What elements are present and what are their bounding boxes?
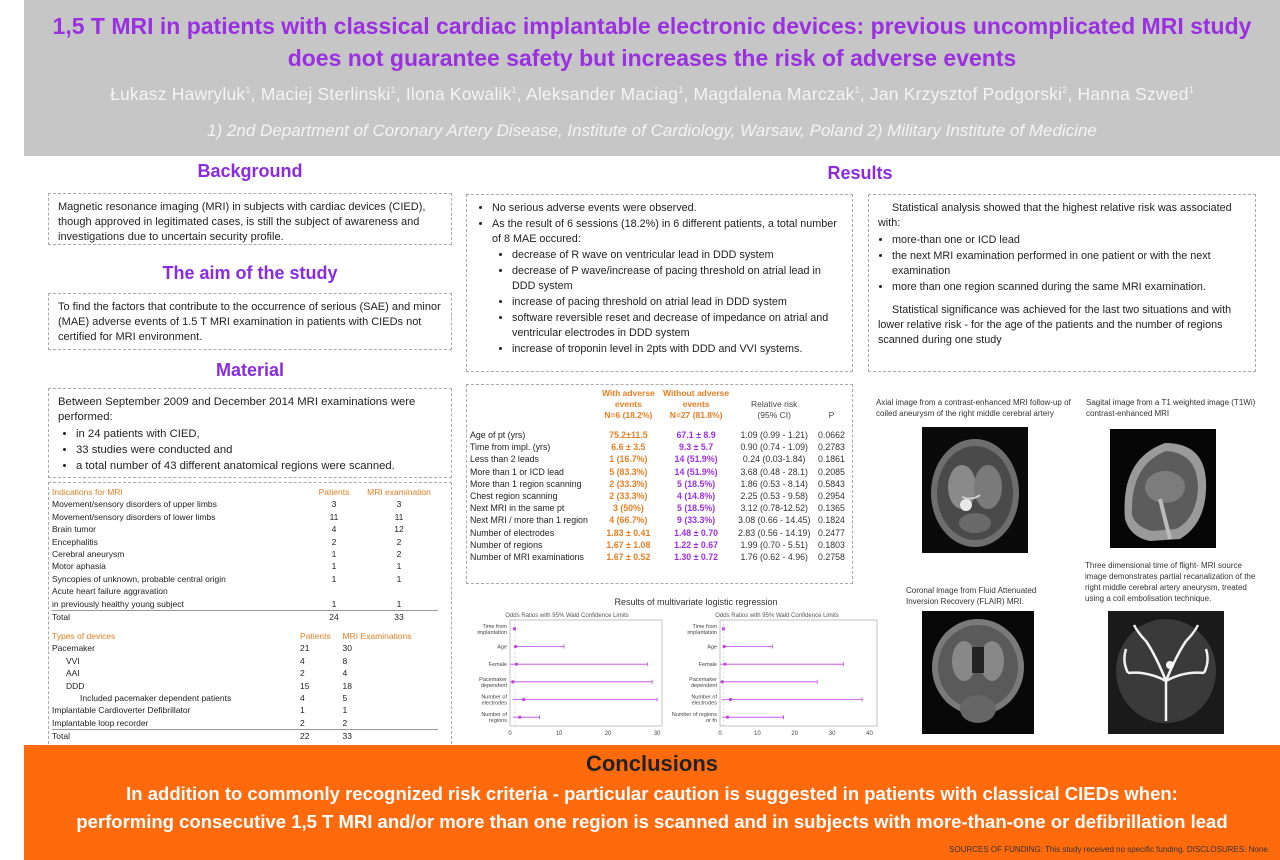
mri-coronal-picture	[922, 611, 1034, 734]
variable-label: Next MRI in the same pt	[470, 503, 565, 514]
aim-text: To find the factors that contribute to the occurrence of serious (SAE) and minor (MAE) adverse events of 1.5 T MRI examination in patients with CIEDs not certified for MRI environment.	[58, 301, 441, 343]
results-heading: Results	[827, 163, 893, 183]
variable-label: More than 1 region scanning	[470, 478, 582, 489]
indication-patients	[308, 585, 360, 597]
forest-plots	[462, 608, 880, 744]
results-box-events	[466, 194, 853, 372]
table-row	[52, 704, 438, 716]
device-label: AAI	[66, 668, 80, 679]
device-label: Implantable loop recorder	[52, 717, 149, 728]
table-row	[52, 585, 438, 597]
with-events-value: 1.67 ± 0.52	[606, 552, 651, 563]
total-label: Total	[52, 611, 308, 624]
device-label: Included pacemaker dependent patients	[80, 693, 232, 704]
background-box	[48, 193, 452, 245]
mri-coronal-image	[922, 611, 1034, 734]
indication-patients: 1	[331, 598, 337, 609]
indication-patients: 1	[331, 561, 337, 572]
variable-label: Number of MRI examinations	[470, 552, 584, 563]
events-bullet: • No serious adverse events were observed.	[492, 201, 843, 216]
table-row	[468, 514, 848, 526]
indications-header-cell: Indications for MRI	[52, 487, 123, 497]
with-events-value: 4 (66.7%)	[609, 515, 648, 526]
forest-point	[723, 645, 726, 648]
indication-patients: 4	[331, 524, 337, 535]
author-affiliation-mark: 1	[678, 85, 684, 96]
devices-header-row	[52, 630, 438, 642]
relative-risk-value: 2.83 (0.56 - 14.19)	[738, 527, 811, 538]
without-events-value: 1.48 ± 0.70	[674, 527, 719, 538]
device-exams: 1	[342, 705, 348, 716]
indication-label: Syncopies of unknown, probable central origin	[52, 573, 226, 584]
indication-label: Encephalitis	[52, 536, 98, 547]
forest-category-label: implantation	[687, 629, 717, 636]
with-events-value: 75.2±11.5	[609, 430, 648, 440]
variable-label: Next MRI / more than 1 region	[470, 515, 588, 526]
table-row	[52, 523, 438, 535]
forest-x-tick: 10	[555, 731, 563, 737]
forest-x-tick: 0	[508, 731, 512, 737]
device-label: Pacemaker	[52, 643, 95, 654]
devices-total-row	[52, 730, 438, 743]
author-affiliation-mark: 1	[511, 85, 517, 96]
mae-item: • increase of troponin level in 2pts with DDD and VVI systems.	[512, 342, 843, 357]
author-affiliation-mark: 1	[1188, 85, 1194, 96]
variable-label: Number of electrodes	[470, 527, 555, 538]
material-bullet: • in 24 patients with CIED,	[76, 427, 442, 442]
table-row	[52, 598, 438, 611]
indication-exams: 3	[396, 499, 402, 510]
events-bullet: • As the result of 6 sessions (18.2%) in 6 different patients, a total number of 8 MAE occured:	[492, 217, 843, 247]
device-exams: 18	[342, 680, 352, 691]
table-row	[468, 539, 848, 551]
variable-label: More than 1 or ICD lead	[470, 466, 564, 477]
p-value: 0.2758	[818, 552, 845, 563]
variable-label: Age of pt (yrs)	[470, 430, 526, 440]
aim-box	[48, 293, 452, 350]
forest-category-label: Female	[698, 662, 717, 669]
indication-patients: 11	[329, 511, 339, 522]
forest-category-label: Age	[497, 644, 507, 651]
forest-plot-frame	[720, 620, 877, 726]
table-row	[52, 642, 438, 654]
stats-bullet: • more-than one or ICD lead	[892, 233, 1246, 248]
caption-sagittal: Sagital image from a T1 weighted image (T1Wi) contrast-enhanced MRI	[1086, 398, 1256, 418]
conclusions-heading: Conclusions	[585, 751, 718, 776]
with-events-value: 1.67 ± 1.08	[606, 539, 651, 550]
mri-tof-image	[1108, 611, 1224, 734]
without-events-value: 5 (18.5%)	[676, 478, 716, 489]
forest-category-label: electrodes	[691, 700, 717, 707]
header-p: P	[828, 410, 835, 420]
author-affiliation-mark: 1	[390, 85, 396, 96]
device-patients: 21	[300, 643, 310, 654]
table-row	[52, 680, 438, 692]
device-patients: 2	[300, 668, 305, 679]
mae-item: • software reversible reset and decrease of impedance on atrial and ventricular electrodes in DDD system	[512, 311, 843, 341]
indication-label: Brain tumor	[52, 524, 96, 535]
forest-point	[722, 627, 725, 630]
header-relative-risk: Relative risk (95% CI)	[751, 399, 798, 420]
forest-category-label: Female	[488, 662, 507, 669]
table-row	[52, 573, 438, 585]
variable-label: Chest region scanning	[470, 491, 558, 502]
relative-risk-value: 1.99 (0.70 - 5.51)	[740, 539, 808, 550]
devices-table	[52, 630, 438, 743]
forest-category-label: Pacemaker	[689, 676, 717, 683]
forest-point	[515, 663, 518, 666]
p-value: 0.0662	[818, 430, 845, 440]
with-events-value: 3 (50%)	[612, 503, 644, 514]
background-heading: Background	[197, 161, 303, 181]
p-value: 0.1365	[818, 503, 845, 514]
material-bullets	[58, 427, 442, 474]
relative-risk-value: 1.86 (0.53 - 8.14)	[740, 478, 808, 489]
forest-category-label: Number of	[481, 712, 507, 719]
indication-exams	[360, 585, 438, 597]
author-affiliation-mark: 1	[245, 85, 251, 96]
indication-label: Acute heart failure aggravation	[52, 586, 168, 597]
device-label: Implantable Cardioverter Defibrillator	[52, 705, 191, 716]
material-heading: Material	[215, 360, 285, 380]
forest-point	[518, 716, 521, 719]
p-value: 0.2085	[818, 466, 845, 477]
author-name: Jan Krzysztof Podgorski	[869, 84, 1063, 104]
indication-label: Motor aphasia	[52, 561, 106, 572]
without-events-value: 4 (14.8%)	[676, 491, 716, 502]
table-row	[468, 527, 848, 539]
forest-point	[511, 680, 514, 683]
forest-category-label: implantation	[477, 629, 507, 636]
indication-exams: 11	[394, 511, 404, 522]
forest-plot-title: Odds Ratios with 95% Wald Confidence Limits	[505, 613, 629, 619]
indication-exams: 12	[394, 524, 404, 535]
p-value: 0.2783	[818, 442, 845, 453]
without-events-value: 9.3 ± 5.7	[678, 442, 714, 453]
device-exams: 2	[342, 717, 348, 728]
without-events-value: 9 (33.3%)	[676, 515, 716, 526]
material-bullet: • a total number of 43 different anatomical regions were scanned.	[76, 459, 442, 474]
relative-risk-value: 0.24 (0.03-1.84)	[742, 454, 806, 465]
poster-title: 1,5 T MRI in patients with classical cardiac implantable electronic devices: previous uncomplicated MRI study does not guarantee safety but increases the risk of adverse events	[52, 13, 1252, 71]
forest-point	[522, 698, 525, 701]
conclusions-text: In addition to commonly recognized risk criteria - particular caution is suggested in patients with classical CIEDs when: performing consecutive 1,5 T MRI and/or more than one region is scanned and in subjects with more-than-one or defibrillation lead	[76, 783, 1228, 832]
indication-label: Movement/sensory disorders of lower limbs	[52, 511, 216, 522]
relative-risk-value: 3.68 (0.48 - 28.1)	[740, 466, 808, 477]
author-name: Hanna Szwed	[1077, 84, 1189, 104]
stats-bullet: • the next MRI examination performed in one patient or with the next examination	[892, 249, 1246, 279]
results-box-statistics	[868, 194, 1256, 372]
indications-header-cell: Patients	[318, 487, 350, 497]
forest-category-label: regions	[488, 718, 507, 725]
table-row	[52, 498, 438, 510]
device-patients: 4	[300, 693, 305, 704]
indication-label: in previously healthy young subject	[52, 598, 184, 609]
forest-category-label: Age	[707, 644, 717, 651]
forest-plot-title: Odds Ratios with 95% Wald Confidence Limits	[715, 613, 839, 619]
header-without-events: Without adverse events N=27 (81.8%)	[663, 388, 730, 420]
indication-exams: 2	[396, 536, 402, 547]
forest-x-tick: 20	[791, 731, 799, 737]
forest-category-label: dependent	[691, 682, 717, 689]
background-text: Magnetic resonance imaging (MRI) in subjects with cardiac devices (CIED), though approved in legitimated cases, is still the subject of awareness and investigations due to uncertain security profile.	[58, 201, 426, 243]
variable-label: Time from impl. (yrs)	[470, 442, 551, 453]
device-patients: 15	[300, 680, 310, 691]
indication-exams: 2	[396, 549, 402, 560]
with-events-value: 1.83 ± 0.41	[606, 527, 651, 538]
spacer-row	[468, 421, 848, 429]
p-value: 0.5843	[818, 478, 845, 489]
forest-point	[513, 627, 516, 630]
spacer-cell	[468, 421, 848, 429]
forest-point	[726, 716, 729, 719]
table-row	[52, 548, 438, 560]
device-label: DDD	[66, 680, 85, 691]
p-value: 0.1861	[818, 454, 845, 465]
indication-exams: 1	[396, 561, 402, 572]
events-list	[476, 201, 843, 247]
forest-plot-frame	[510, 620, 662, 726]
author-affiliation-mark: 2	[1062, 85, 1068, 96]
funding-note: SOURCES OF FUNDING: This study received no specific funding. DISCLOSURES: None.	[949, 845, 1270, 854]
mae-item: • decrease of P wave/increase of pacing threshold on atrial lead in DDD system	[512, 264, 843, 294]
device-exams: 4	[342, 668, 348, 679]
total-label: Total	[52, 730, 300, 743]
devices-header-cell: Patients	[300, 631, 331, 641]
indications-header-cell: MRI examination	[367, 487, 431, 497]
mri-axial-picture	[922, 427, 1028, 553]
without-events-value: 14 (51.9%)	[674, 466, 718, 477]
forest-x-tick: 10	[754, 731, 761, 737]
mri-sagittal-image	[1110, 429, 1216, 548]
indications-total-row	[52, 611, 438, 624]
with-events-value: 6.6 ± 3.5	[611, 442, 646, 453]
mri-tof-picture	[1108, 611, 1224, 734]
table-row	[52, 655, 438, 667]
author-name: Magdalena Marczak	[693, 84, 855, 104]
stats-bullet: • more than one region scanned during the same MRI examination.	[892, 280, 1246, 295]
relative-risk-value: 1.76 (0.62 - 4.96)	[740, 552, 808, 563]
indication-patients: 1	[331, 573, 337, 584]
table-row	[52, 511, 438, 523]
mae-item: • increase of pacing threshold on atrial lead in DDD system	[512, 295, 843, 310]
with-events-value: 2 (33.3%)	[609, 478, 648, 489]
mae-item: • decrease of R wave on ventricular lead in DDD system	[512, 248, 843, 263]
variable-label: Number of regions	[470, 539, 543, 550]
table-row	[52, 692, 438, 704]
author-name: Maciej Sterlinski	[260, 84, 391, 104]
mae-list	[476, 248, 843, 357]
forest-point	[721, 680, 724, 683]
aim-heading: The aim of the study	[162, 263, 338, 283]
poster-header	[24, 0, 1280, 156]
total-exams: 33	[360, 611, 438, 624]
table-row	[52, 717, 438, 730]
indication-label: Cerebral aneurysm	[52, 549, 125, 560]
regression-title: Results of multivariate logistic regression	[614, 597, 778, 607]
device-patients: 4	[300, 655, 305, 666]
with-events-value: 2 (33.3%)	[609, 491, 648, 502]
device-label: VVI	[66, 655, 80, 666]
variable-label: Less than 2 leads	[470, 454, 539, 465]
with-events-value: 5 (83.3%)	[609, 466, 648, 477]
indication-patients: 3	[331, 499, 337, 510]
p-value: 0.2477	[818, 527, 845, 538]
mri-sagittal-picture	[1110, 429, 1216, 548]
indication-patients: 2	[331, 536, 337, 547]
material-intro: Between September 2009 and December 2014 MRI examinations were performed:	[58, 396, 416, 423]
device-exams: 30	[342, 643, 352, 654]
table-row	[468, 502, 848, 514]
p-value: 0.1824	[818, 515, 845, 526]
material-box	[48, 388, 452, 478]
forest-point	[514, 645, 517, 648]
without-events-value: 14 (51.9%)	[674, 454, 718, 465]
caption-tof: Three dimensional time of flight- MRI source image demonstrates partial recanalization of the right middle cerebral artery aneurysm, treated using a coil embolisation technique.	[1085, 561, 1256, 603]
table-row	[468, 478, 848, 490]
indications-header-row	[52, 486, 438, 498]
indication-label: Movement/sensory disorders of upper limbs	[52, 499, 217, 510]
author-name: Aleksander Maciag	[525, 84, 679, 104]
forest-category-label: Time from	[692, 623, 717, 630]
forest-x-tick: 0	[718, 731, 722, 737]
stats-intro: Statistical analysis showed that the highest relative risk was associated with:	[878, 202, 1232, 229]
table-row	[52, 536, 438, 548]
forest-category-label: Number of	[691, 694, 717, 701]
forest-category-label: Number of regions	[671, 712, 717, 719]
table-row	[468, 429, 848, 441]
conclusions-panel	[24, 745, 1280, 860]
table-row	[52, 560, 438, 572]
forest-point	[729, 698, 732, 701]
header-with-events: With adverse events N=6 (18.2%)	[601, 388, 655, 420]
table-row	[468, 466, 848, 478]
without-events-value: 5 (18.5%)	[676, 503, 716, 514]
results-table	[468, 388, 848, 563]
total-patients: 24	[308, 611, 360, 624]
indication-patients: 1	[331, 549, 337, 560]
caption-coronal: Coronal image from Fluid Attenuated Inversion Recovery (FLAIR) MRI.	[906, 586, 1037, 606]
device-exams: 8	[342, 655, 348, 666]
forest-category-label: electrodes	[481, 700, 507, 707]
indication-exams: 1	[396, 573, 402, 584]
table-row	[468, 453, 848, 465]
device-exams: 5	[342, 693, 348, 704]
relative-risk-value: 2.25 (0.53 - 9.58)	[740, 491, 808, 502]
forest-category-label: dependent	[481, 682, 507, 689]
stats-conclusion: Statistical significance was achieved for the last two situations and with lower relative risk - for the age of the patients and the number of regions scanned during one study	[878, 304, 1232, 346]
devices-header-cell: Types of devices	[52, 631, 116, 641]
indications-table	[52, 486, 438, 623]
table-row	[52, 667, 438, 679]
caption-axial: Axial image from a contrast-enhanced MRI follow-up of coiled aneurysm of the right middle cerebral artery	[876, 398, 1071, 418]
author-name: Ilona Kowalik	[405, 84, 512, 104]
forest-x-tick: 20	[604, 731, 612, 737]
relative-risk-value: 3.08 (0.66 - 14.45)	[738, 515, 811, 526]
total-exams: 33	[343, 730, 438, 743]
results-header-row	[468, 388, 848, 421]
without-events-value: 67.1 ± 8.9	[676, 430, 716, 440]
relative-risk-value: 1.09 (0.99 - 1.21)	[740, 430, 808, 440]
table-row	[468, 551, 848, 563]
relative-risk-value: 0.90 (0.74 - 1.09)	[740, 442, 808, 453]
forest-x-tick: 30	[653, 731, 661, 737]
indication-exams: 1	[396, 598, 402, 609]
forest-x-tick: 30	[828, 731, 836, 737]
with-events-value: 1 (16.7%)	[609, 454, 648, 465]
author-name: Łukasz Hawryluk	[110, 84, 246, 104]
total-patients: 22	[300, 730, 343, 743]
device-patients: 1	[300, 705, 305, 716]
forest-x-tick: 40	[866, 731, 873, 737]
forest-category-label: or fn	[705, 718, 717, 725]
affiliations: 1) 2nd Department of Coronary Artery Disease, Institute of Cardiology, Warsaw, Poland 2) Military Institute of Medicine	[207, 121, 1097, 140]
forest-category-label: Number of	[481, 694, 507, 701]
without-events-value: 1.22 ± 0.67	[674, 539, 719, 550]
author-affiliation-mark: 1	[854, 85, 860, 96]
mri-axial-image	[922, 427, 1028, 553]
table-row	[468, 441, 848, 453]
p-value: 0.2954	[818, 491, 845, 502]
forest-category-label: Pacemaker	[479, 676, 507, 683]
device-patients: 2	[300, 717, 305, 728]
author-list: Łukasz Hawryluk$^1$, Maciej Sterlinski$^1$, Ilona Kowalik$^1$, Aleksander Maciag$^1$, Magdalena Marczak$^1$, Jan Krzysztof Podgorski$^2$, Hanna Szwed$^1$	[110, 84, 1194, 104]
p-value: 0.1803	[818, 539, 845, 550]
results-header-blank	[468, 388, 598, 421]
forest-category-label: Time from	[482, 623, 507, 630]
stats-bullets	[878, 233, 1246, 295]
table-row	[468, 490, 848, 502]
devices-header-cell: MRI Examinations	[342, 631, 412, 641]
without-events-value: 1.30 ± 0.72	[674, 552, 719, 563]
material-bullet: • 33 studies were conducted and	[76, 443, 442, 458]
relative-risk-value: 3.12 (0.78-12.52)	[740, 503, 808, 514]
